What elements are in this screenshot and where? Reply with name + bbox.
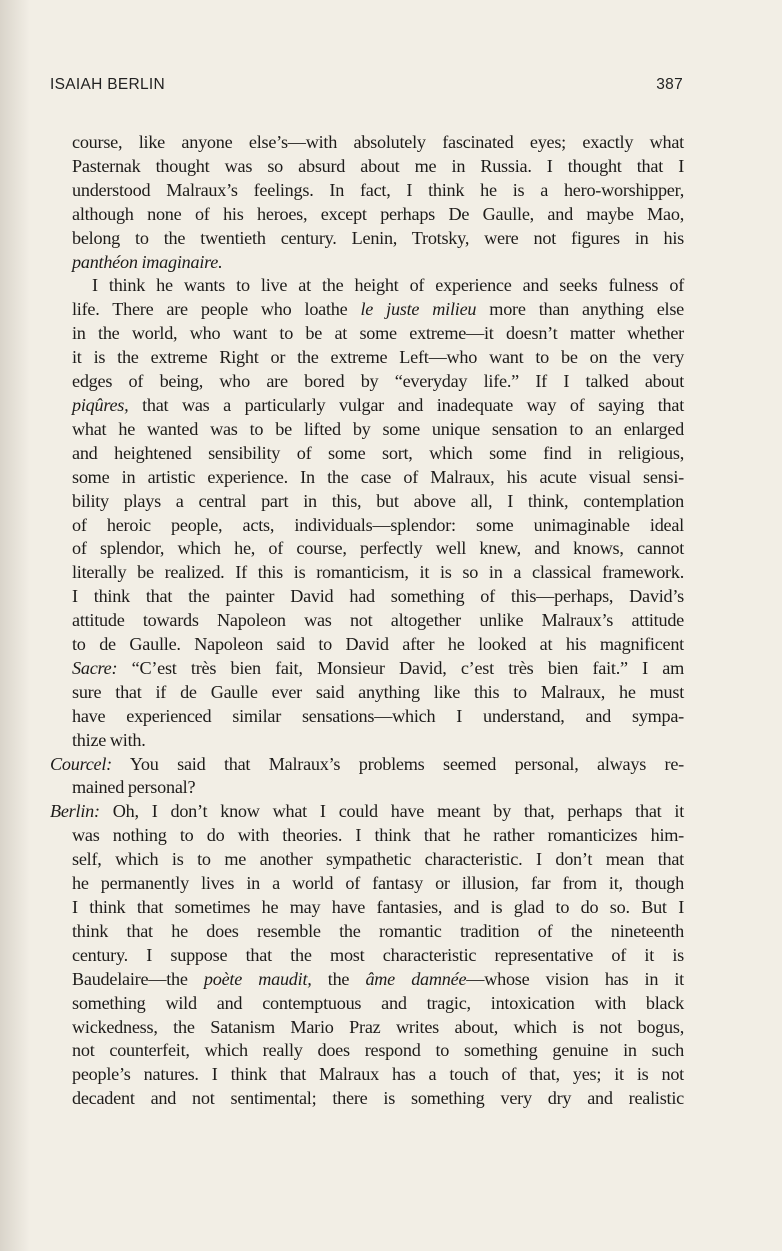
text-line xyxy=(72,466,684,490)
text-segment: some in artistic experience. In the case of Malraux, his acute visual sensi- xyxy=(72,466,684,487)
text-line xyxy=(72,657,684,681)
text-line xyxy=(72,824,684,848)
italic-text: panthéon imaginaire. xyxy=(72,251,223,272)
text-line xyxy=(72,537,684,561)
text-segment: what he wanted was to be lifted by some unique sensation to an enlarged xyxy=(72,418,684,439)
italic-text: Berlin: xyxy=(50,801,100,822)
text-segment: something wild and contemptuous and tragic, intoxication with black xyxy=(72,992,684,1013)
text-line xyxy=(72,442,684,466)
text-segment: not counterfeit, which really does respond to something genuine in such xyxy=(72,1040,684,1061)
text-line xyxy=(72,896,684,920)
italic-text: piqûres, xyxy=(72,394,129,415)
text-segment: although none of his heroes, except perhaps De Gaulle, and maybe Mao, xyxy=(72,203,684,224)
italic-text: poète maudit, xyxy=(203,968,312,989)
text-segment: belong to the twentieth century. Lenin, Trotsky, were not figures in his xyxy=(72,227,684,248)
text-segment: mained personal? xyxy=(72,777,196,798)
text-segment: bility plays a central part in this, but above all, I think, contemplation xyxy=(72,490,684,511)
text-line xyxy=(72,633,684,657)
text-line xyxy=(72,920,684,944)
text-segment: Oh, I don’t know what I could have meant by that, perhaps that it xyxy=(99,801,684,822)
text-segment: wickedness, the Satanism Mario Praz writes about, which is not bogus, xyxy=(72,1016,684,1037)
text-segment: it is the extreme Right or the extreme Left—who want to be on the very xyxy=(72,347,684,368)
text-line xyxy=(72,872,684,896)
text-line xyxy=(50,753,684,777)
text-line xyxy=(72,274,684,298)
dialogue-paragraph xyxy=(50,800,684,1111)
text-segment: have experienced similar sensations—which I understand, and sympa- xyxy=(72,705,684,726)
text-segment: I think that sometimes he may have fantasies, and is glad to do so. But I xyxy=(72,897,684,917)
text-line xyxy=(72,514,684,538)
italic-text: le juste milieu xyxy=(360,299,477,320)
text-line xyxy=(72,968,684,992)
text-segment: attitude towards Napoleon was not altogether unlike Malraux’s attitude xyxy=(72,610,684,631)
text-line xyxy=(72,729,684,753)
text-line xyxy=(72,490,684,514)
text-segment: edges of being, who are bored by “everyday life.” If I talked about xyxy=(72,371,684,392)
text-segment: self, which is to me another sympathetic characteristic. I don’t mean that xyxy=(72,849,684,870)
body-text xyxy=(50,131,685,1111)
text-segment: understood Malraux’s feelings. In fact, I think he is a hero-worshipper, xyxy=(72,179,684,200)
running-head-title: ISAIAH BERLIN xyxy=(50,76,166,93)
text-segment: people’s natures. I think that Malraux has a touch of that, yes; it is not xyxy=(72,1064,684,1085)
text-line xyxy=(72,1039,684,1063)
dialogue-paragraph xyxy=(50,753,684,801)
text-line xyxy=(72,131,684,155)
italic-text: Sacre: xyxy=(72,657,118,678)
text-segment: that was a particularly vulgar and inadequate way of saying that xyxy=(128,394,684,415)
text-line xyxy=(72,992,684,1016)
text-line xyxy=(72,346,684,370)
text-segment: was nothing to do with theories. I think that he rather romanticizes him- xyxy=(72,825,684,846)
text-line xyxy=(72,322,684,346)
text-segment: sure that if de Gaulle ever said anything like this to Malraux, he must xyxy=(72,681,684,702)
text-segment: to de Gaulle. Napoleon said to David after he looked at his magnificent xyxy=(72,634,684,655)
paragraph xyxy=(72,274,684,752)
italic-text: âme damnée xyxy=(365,968,467,989)
text-segment: and heightened sensibility of some sort, which some find in religious, xyxy=(72,442,684,463)
text-line xyxy=(50,800,684,824)
text-segment: the xyxy=(311,968,366,989)
text-line xyxy=(72,394,684,418)
text-line xyxy=(72,227,684,251)
text-segment: of heroic people, acts, individuals—splendor: some unimaginable ideal xyxy=(72,514,684,535)
text-line xyxy=(72,251,684,275)
text-segment: literally be realized. If this is romanticism, it is so in a classical framework. xyxy=(72,562,684,583)
text-line xyxy=(72,776,684,800)
text-line xyxy=(72,681,684,705)
text-line xyxy=(72,1016,684,1040)
text-segment: —whose vision has in it xyxy=(466,968,684,989)
text-line xyxy=(72,705,684,729)
text-line xyxy=(72,418,684,442)
text-segment: life. There are people who loathe xyxy=(72,299,361,320)
text-segment: course, like anyone else’s—with absolutely fascinated eyes; exactly what xyxy=(72,132,684,152)
text-segment: more than anything else xyxy=(476,299,685,320)
text-segment: “C’est très bien fait, Monsieur David, c’est très bien fait.” I am xyxy=(117,657,684,678)
text-segment: Baudelaire—the xyxy=(72,968,204,989)
text-line xyxy=(72,203,684,227)
text-segment: thize with. xyxy=(72,729,146,750)
text-line xyxy=(72,298,684,322)
page-number: 387 xyxy=(656,76,683,93)
text-line xyxy=(72,609,684,633)
italic-text: Courcel: xyxy=(50,753,112,774)
page-gutter-shadow xyxy=(0,0,30,1251)
text-segment: I think he wants to live at the height of experience and seeks fulness of xyxy=(92,275,684,296)
text-segment: century. I suppose that the most characteristic representative of it is xyxy=(72,944,684,965)
text-segment: of splendor, which he, of course, perfectly well knew, and knows, cannot xyxy=(72,538,684,559)
text-line xyxy=(72,155,684,179)
text-line xyxy=(72,370,684,394)
text-line xyxy=(72,944,684,968)
text-segment: think that he does resemble the romantic tradition of the nineteenth xyxy=(72,920,684,941)
text-line xyxy=(72,585,684,609)
text-line xyxy=(72,561,684,585)
paragraph xyxy=(72,131,684,274)
text-line xyxy=(72,1087,684,1111)
text-segment: You said that Malraux’s problems seemed personal, always re- xyxy=(111,753,684,774)
text-line xyxy=(72,1063,684,1087)
text-segment: in the world, who want to be at some extreme—it doesn’t matter whether xyxy=(72,323,684,344)
text-segment: decadent and not sentimental; there is something very dry and realistic xyxy=(72,1088,684,1109)
text-segment: he permanently lives in a world of fantasy or illusion, far from it, though xyxy=(72,873,684,894)
text-segment: Pasternak thought was so absurd about me in Russia. I thought that I xyxy=(72,155,684,176)
text-segment: I think that the painter David had something of this—perhaps, David’s xyxy=(72,586,684,607)
text-line xyxy=(72,848,684,872)
text-line xyxy=(72,179,684,203)
running-header xyxy=(50,76,683,100)
